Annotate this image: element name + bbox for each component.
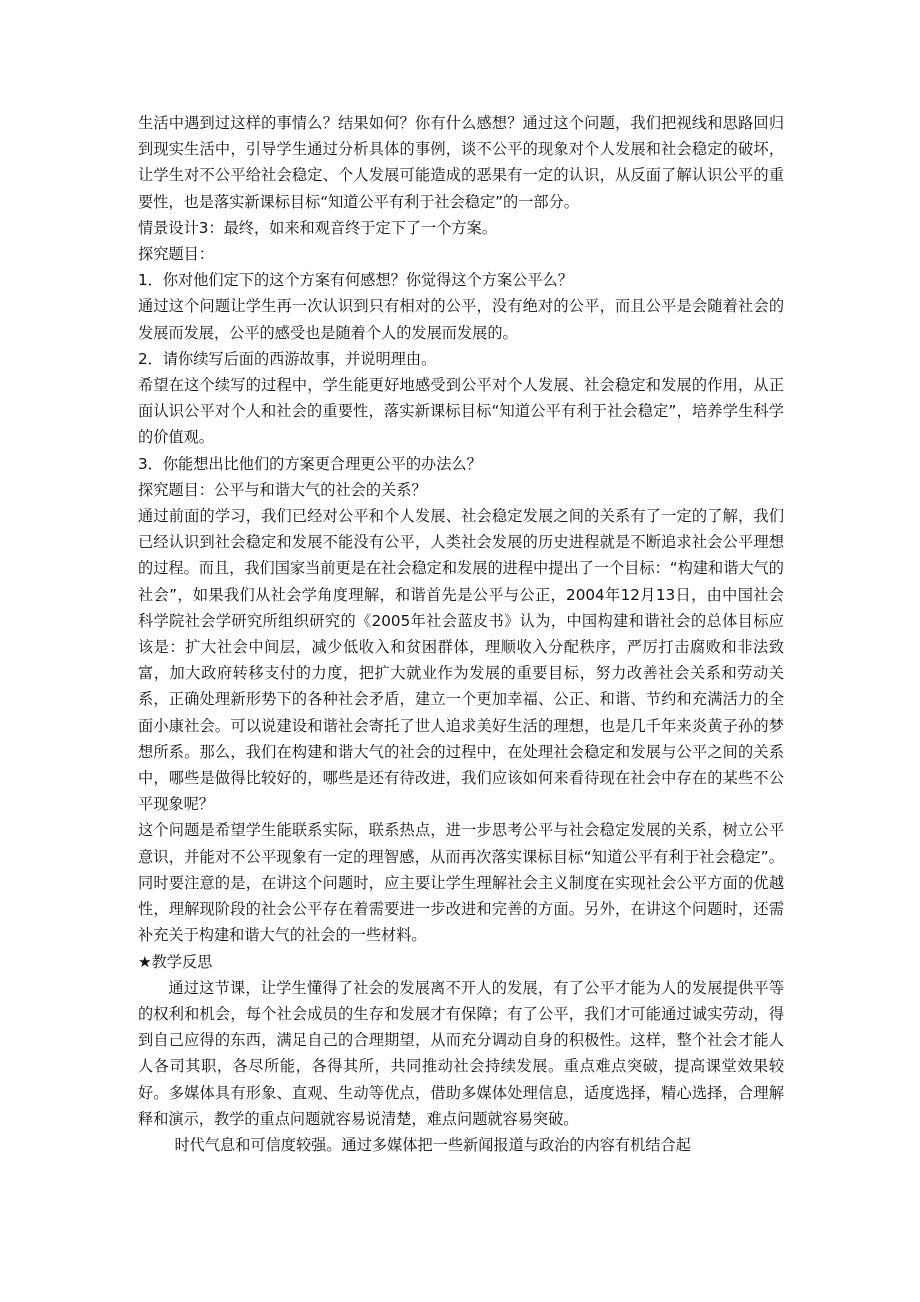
paragraph: 通过前面的学习，我们已经对公平和个人发展、社会稳定发展之间的关系有了一定的了解，我们已经认识到社会稳定和发展不能没有公平，人类社会发展的历史进程就是不断追求社会公平理想的过程。而且，我们国家当前更是在社会稳定和发展的进程中提出了一个目标：“构建和谐大气的社会”，如果我们从社会学角度理解，和谐首先是公平与公正，2004年12月13日，由中国社会科学院社会学研究所组织研究的《2005年社会蓝皮书》认为，中国构建和谐社会的总体目标应该是：扩大社会中间层，减少低收入和贫困群体，理顺收入分配秩序，严厉打击腐败和非法致富，加大政府转移支付的力度，把扩大就业作为发展的重要目标，努力改善社会关系和劳动关系，正确处理新形势下的各种社会矛盾，建立一个更加幸福、公正、和谐、节约和充满活力的全面小康社会。可以说建设和谐社会寄托了世人追求美好生活的理想，也是几千年来炎黄子孙的梦想所系。那么，我们在构建和谐大气的社会的过程中，在处理社会稳定和发展与公平之间的关系中，哪些是做得比较好的，哪些是还有待改进，我们应该如何来看待现在社会中存在的某些不公平现象呢？: [138, 507, 784, 814]
paragraph: 这个问题是希望学生能联系实际，联系热点，进一步思考公平与社会稳定发展的关系，树立公平意识，并能对不公平现象有一定的理智感，从而再次落实课标目标“知道公平有利于社会稳定”。同时要注意的是，在讲这个问题时，应主要让学生理解社会主义制度在实现社会公平方面的优越性，理解现阶段的社会公平存在着需要进一步改进和完善的方面。另外，在讲这个问题时，还需补充关于构建和谐大气的社会的一些材料。: [138, 821, 784, 945]
paragraph: 3．你能想出比他们的方案更合理更公平的办法么？: [138, 454, 482, 473]
paragraph: 情景设计3：最终，如来和观音终于定下了一个方案。: [138, 218, 497, 237]
paragraph: 希望在这个续写的过程中，学生能更好地感受到公平对个人发展、社会稳定和发展的作用，从正面认识公平对个人和社会的重要性，落实新课标目标“知道公平有利于社会稳定”，培养学生科学的价值观。: [138, 376, 784, 447]
section-heading: ★教学反思: [138, 952, 213, 971]
paragraph: 探究题目：: [138, 245, 214, 264]
document-body: [138, 110, 784, 1158]
paragraph: 时代气息和可信度较强。通过多媒体把一些新闻报道与政治的内容有机结合起: [174, 1135, 691, 1154]
paragraph: 2．请你续写后面的西游故事，并说明理由。: [138, 349, 437, 368]
paragraph: 1．你对他们定下的这个方案有何感想？你觉得这个方案公平么？: [138, 271, 573, 290]
paragraph: 探究题目：公平与和谐大气的社会的关系？: [138, 480, 427, 499]
paragraph: 通过这个问题让学生再一次认识到只有相对的公平，没有绝对的公平，而且公平是会随着社会的发展而发展，公平的感受也是随着个人的发展而发展的。: [138, 297, 784, 342]
paragraph: 通过这节课，让学生懂得了社会的发展离不开人的发展，有了公平才能为人的发展提供平等的权利和机会，每个社会成员的生存和发展才有保障；有了公平，我们才可能通过诚实劳动，得到自己应得的东西，满足自己的合理期望，从而充分调动自身的积极性。这样，整个社会才能人人各司其职，各尽所能，各得其所，共同推动社会持续发展。重点难点突破，提高课堂效果较好。多媒体具有形象、直观、生动等优点，借助多媒体处理信息，适度选择，精心选择，合理解释和演示，教学的重点问题就容易说清楚，难点问题就容易突破。: [138, 978, 784, 1128]
paragraph: 生活中遇到过这样的事情么？结果如何？你有什么感想？通过这个问题，我们把视线和思路回归到现实生活中，引导学生通过分析具体的事例，谈不公平的现象对个人发展和社会稳定的破坏，让学生对不公平给社会稳定、个人发展可能造成的恶果有一定的认识，从反面了解认识公平的重要性，也是落实新课标目标“知道公平有利于社会稳定”的一部分。: [138, 114, 784, 211]
